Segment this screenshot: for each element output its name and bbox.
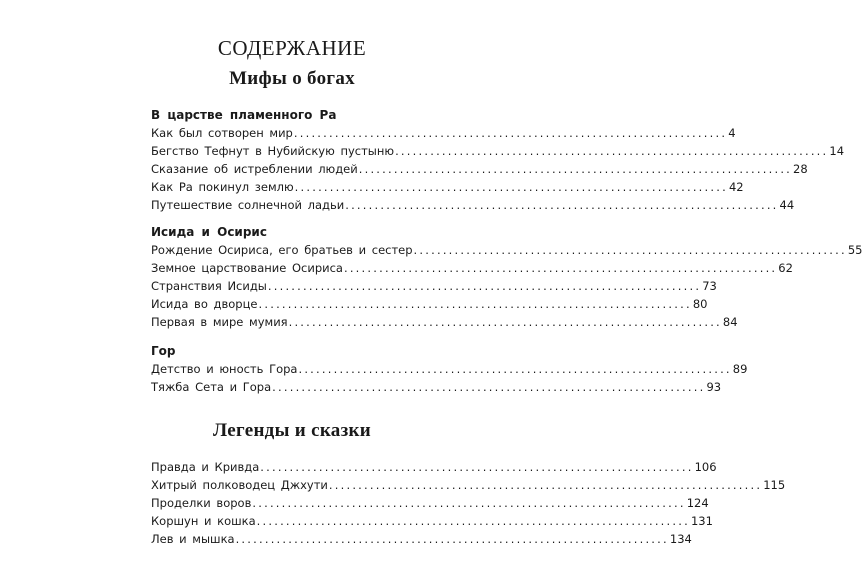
entry-title: Хитрый полководец Джхути xyxy=(151,478,328,492)
entry-title: Детство и юность Гора xyxy=(151,362,298,376)
entry-page-number: 84 xyxy=(722,315,738,329)
toc-entry[interactable] xyxy=(151,160,808,178)
entry-page-number: 106 xyxy=(694,460,717,474)
dot-leader: .......................................................................... xyxy=(267,279,702,293)
entry-title: Странствия Исиды xyxy=(151,279,267,293)
entry-title: Земное царствование Осириса xyxy=(151,261,343,275)
part-title-legends: Легенды и сказки xyxy=(212,420,372,441)
entry-page-number: 89 xyxy=(732,362,748,376)
toc-entry[interactable] xyxy=(151,295,708,313)
dot-leader: .......................................................................... xyxy=(235,532,669,546)
toc-entry[interactable] xyxy=(151,178,744,196)
entry-page-number: 28 xyxy=(793,162,808,176)
dot-leader: .......................................................................... xyxy=(345,198,779,212)
entry-title: Исида во дворце xyxy=(151,297,258,311)
entry-title: Бегство Тефнут в Нубийскую пустыню xyxy=(151,144,395,158)
toc-entry[interactable] xyxy=(151,530,692,548)
entry-title: Как был сотворен мир xyxy=(151,126,293,140)
section-title: Исида и Осирис xyxy=(151,225,267,239)
dot-leader: .......................................................................... xyxy=(252,496,686,510)
toc-entry[interactable] xyxy=(151,494,709,512)
entry-page-number: 124 xyxy=(686,496,709,510)
toc-entry[interactable] xyxy=(151,360,748,378)
section-legends xyxy=(151,458,786,548)
toc-entry[interactable] xyxy=(151,142,845,160)
toc-entry[interactable] xyxy=(151,313,738,331)
section-horus xyxy=(151,342,748,396)
entry-page-number: 73 xyxy=(702,279,717,293)
entry-page-number: 93 xyxy=(706,380,722,394)
dot-leader: .......................................................................... xyxy=(256,514,690,528)
entry-title: Тяжба Сета и Гора xyxy=(151,380,272,394)
entry-page-number: 80 xyxy=(692,297,708,311)
section-title: Гор xyxy=(151,344,176,358)
dot-leader: .......................................................................... xyxy=(343,261,778,275)
dot-leader: .......................................................................... xyxy=(395,144,829,158)
entry-title: Правда и Кривда xyxy=(151,460,260,474)
entry-title: Рождение Осириса, его братьев и сестер xyxy=(151,243,413,257)
dot-leader: .......................................................................... xyxy=(413,243,847,257)
dot-leader: .......................................................................... xyxy=(328,478,763,492)
entry-page-number: 42 xyxy=(728,180,744,194)
entry-page-number: 55 xyxy=(847,243,863,257)
entry-title: Проделки воров xyxy=(151,496,252,510)
entry-title: Сказание об истреблении людей xyxy=(151,162,358,176)
toc-entry[interactable] xyxy=(151,378,722,396)
entry-title: Первая в мире мумия xyxy=(151,315,288,329)
entry-title: Лев и мышка xyxy=(151,532,235,546)
entry-title: Путешествие солнечной ладьи xyxy=(151,198,345,212)
toc-entry[interactable] xyxy=(151,124,736,142)
entry-page-number: 115 xyxy=(763,478,786,492)
dot-leader: .......................................................................... xyxy=(358,162,793,176)
entry-page-number: 62 xyxy=(778,261,793,275)
entry-page-number: 4 xyxy=(728,126,736,140)
toc-entry[interactable] xyxy=(151,259,793,277)
section-title: В царстве пламенного Ра xyxy=(151,108,337,122)
dot-leader: .......................................................................... xyxy=(293,126,728,140)
section-ra xyxy=(151,106,845,214)
toc-entry[interactable] xyxy=(151,476,786,494)
toc-entry[interactable] xyxy=(151,241,863,259)
entry-title: Как Ра покинул землю xyxy=(151,180,294,194)
dot-leader: .......................................................................... xyxy=(298,362,732,376)
dot-leader: .......................................................................... xyxy=(260,460,694,474)
entry-page-number: 134 xyxy=(669,532,692,546)
dot-leader: .......................................................................... xyxy=(272,380,706,394)
entry-page-number: 14 xyxy=(829,144,845,158)
dot-leader: .......................................................................... xyxy=(258,297,692,311)
dot-leader: .......................................................................... xyxy=(294,180,728,194)
entry-page-number: 44 xyxy=(779,198,795,212)
entry-title: Коршун и кошка xyxy=(151,514,256,528)
toc-entry[interactable] xyxy=(151,277,717,295)
toc-entry[interactable] xyxy=(151,196,795,214)
part-title-myths: Мифы о богах xyxy=(229,68,355,89)
dot-leader: .......................................................................... xyxy=(288,315,722,329)
toc-entry[interactable] xyxy=(151,512,713,530)
contents-title: СОДЕРЖАНИЕ xyxy=(217,36,367,60)
toc-entry[interactable] xyxy=(151,458,717,476)
section-isis-osiris xyxy=(151,223,863,331)
entry-page-number: 131 xyxy=(690,514,713,528)
